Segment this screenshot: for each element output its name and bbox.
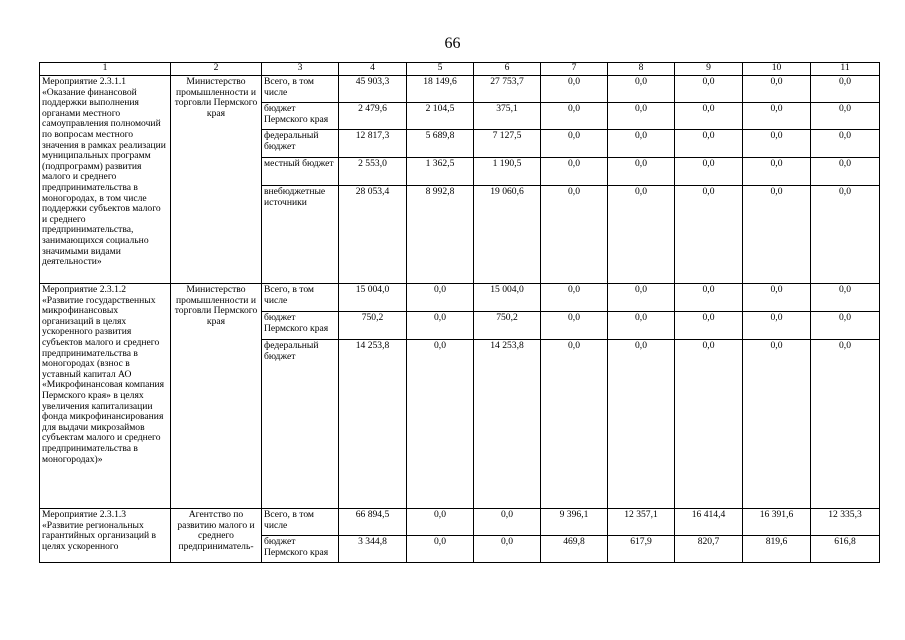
value-cell: 14 253,8 xyxy=(474,340,541,509)
funding-source: Всего, в том числе xyxy=(262,509,339,536)
funding-source: Всего, в том числе xyxy=(262,76,339,103)
column-header: 6 xyxy=(474,63,541,76)
value-cell: 0,0 xyxy=(407,536,474,563)
value-cell: 45 903,3 xyxy=(339,76,407,103)
value-cell: 820,7 xyxy=(675,536,743,563)
funding-source: внебюджетные источники xyxy=(262,186,339,284)
value-cell: 1 362,5 xyxy=(407,158,474,186)
value-cell: 1 190,5 xyxy=(474,158,541,186)
funding-source: бюджет Пермского края xyxy=(262,103,339,130)
value-cell: 0,0 xyxy=(608,312,675,340)
value-cell: 12 817,3 xyxy=(339,130,407,158)
value-cell: 27 753,7 xyxy=(474,76,541,103)
value-cell: 0,0 xyxy=(811,158,880,186)
value-cell: 16 391,6 xyxy=(743,509,811,536)
measure-description: Мероприятие 2.3.1.1 «Оказание финансовой поддержки выполнения органами местного самоуправления полномочий по вопросам местного значения в рамках реализации муниципальных программ (подпрограмм) развития малого и среднего предпринимательства в моногородах, в том числе поддержки субъектов малого и среднего предпринимательства, занимающихся социально значимыми видами деятельности» xyxy=(40,76,171,284)
page-number: 66 xyxy=(444,35,461,52)
value-cell: 0,0 xyxy=(675,130,743,158)
value-cell: 15 004,0 xyxy=(474,284,541,312)
value-cell: 0,0 xyxy=(743,158,811,186)
value-cell: 0,0 xyxy=(608,340,675,509)
value-cell: 0,0 xyxy=(743,76,811,103)
value-cell: 16 414,4 xyxy=(675,509,743,536)
column-header: 11 xyxy=(811,63,880,76)
value-cell: 0,0 xyxy=(608,76,675,103)
value-cell: 0,0 xyxy=(811,186,880,284)
table-row xyxy=(40,509,880,536)
header-row xyxy=(40,63,880,76)
value-cell: 12 335,3 xyxy=(811,509,880,536)
value-cell: 3 344,8 xyxy=(339,536,407,563)
responsible-organization: Министерство промышленности и торговли Пермского края xyxy=(171,76,262,284)
value-cell: 0,0 xyxy=(541,186,608,284)
value-cell: 0,0 xyxy=(608,284,675,312)
value-cell: 9 396,1 xyxy=(541,509,608,536)
column-header: 9 xyxy=(675,63,743,76)
value-cell: 0,0 xyxy=(743,340,811,509)
value-cell: 0,0 xyxy=(743,312,811,340)
value-cell: 0,0 xyxy=(541,312,608,340)
measure-description: Мероприятие 2.3.1.3 «Развитие региональных гарантийных организаций в целях ускоренного xyxy=(40,509,171,563)
value-cell: 617,9 xyxy=(608,536,675,563)
value-cell: 0,0 xyxy=(407,340,474,509)
value-cell: 0,0 xyxy=(675,103,743,130)
funding-source: Всего, в том числе xyxy=(262,284,339,312)
value-cell: 7 127,5 xyxy=(474,130,541,158)
value-cell: 0,0 xyxy=(675,284,743,312)
value-cell: 18 149,6 xyxy=(407,76,474,103)
value-cell: 14 253,8 xyxy=(339,340,407,509)
value-cell: 0,0 xyxy=(474,536,541,563)
value-cell: 0,0 xyxy=(675,340,743,509)
value-cell: 0,0 xyxy=(541,103,608,130)
column-header: 5 xyxy=(407,63,474,76)
value-cell: 66 894,5 xyxy=(339,509,407,536)
funding-source: федеральный бюджет xyxy=(262,340,339,509)
value-cell: 0,0 xyxy=(541,284,608,312)
value-cell: 750,2 xyxy=(339,312,407,340)
column-header: 1 xyxy=(40,63,171,76)
value-cell: 28 053,4 xyxy=(339,186,407,284)
responsible-organization: Агентство по развитию малого и среднего предприниматель- xyxy=(171,509,262,563)
value-cell: 0,0 xyxy=(743,284,811,312)
value-cell: 12 357,1 xyxy=(608,509,675,536)
table-row xyxy=(40,284,880,312)
funding-source: федеральный бюджет xyxy=(262,130,339,158)
value-cell: 0,0 xyxy=(811,312,880,340)
value-cell: 0,0 xyxy=(541,76,608,103)
value-cell: 2 479,6 xyxy=(339,103,407,130)
value-cell: 5 689,8 xyxy=(407,130,474,158)
measure-description: Мероприятие 2.3.1.2 «Развитие государственных микрофинансовых организаций в целях ускоренного развития субъектов малого и среднего предпринимательства в моногородах (взнос в уставный капитал АО «Микрофинансовая компания Пермского края» в целях увеличения капитализации фонда микрофинансирования для выдачи микрозаймов субъектам малого и среднего предпринимательства в моногородах)» xyxy=(40,284,171,509)
value-cell: 19 060,6 xyxy=(474,186,541,284)
value-cell: 0,0 xyxy=(608,130,675,158)
value-cell: 0,0 xyxy=(407,312,474,340)
value-cell: 0,0 xyxy=(675,186,743,284)
value-cell: 0,0 xyxy=(608,158,675,186)
value-cell: 2 104,5 xyxy=(407,103,474,130)
value-cell: 375,1 xyxy=(474,103,541,130)
value-cell: 0,0 xyxy=(541,340,608,509)
value-cell: 0,0 xyxy=(811,340,880,509)
column-header: 4 xyxy=(339,63,407,76)
column-header: 2 xyxy=(171,63,262,76)
funding-source: бюджет Пермского края xyxy=(262,536,339,563)
value-cell: 2 553,0 xyxy=(339,158,407,186)
column-header: 7 xyxy=(541,63,608,76)
funding-source: местный бюджет xyxy=(262,158,339,186)
value-cell: 0,0 xyxy=(541,158,608,186)
value-cell: 0,0 xyxy=(675,312,743,340)
value-cell: 0,0 xyxy=(743,130,811,158)
column-header: 3 xyxy=(262,63,339,76)
value-cell: 8 992,8 xyxy=(407,186,474,284)
value-cell: 0,0 xyxy=(675,76,743,103)
value-cell: 0,0 xyxy=(811,76,880,103)
funding-table xyxy=(39,62,880,563)
value-cell: 0,0 xyxy=(541,130,608,158)
value-cell: 0,0 xyxy=(743,103,811,130)
responsible-organization: Министерство промышленности и торговли Пермского края xyxy=(171,284,262,509)
column-header: 8 xyxy=(608,63,675,76)
value-cell: 0,0 xyxy=(675,158,743,186)
value-cell: 0,0 xyxy=(743,186,811,284)
value-cell: 0,0 xyxy=(811,130,880,158)
value-cell: 750,2 xyxy=(474,312,541,340)
value-cell: 0,0 xyxy=(811,103,880,130)
value-cell: 0,0 xyxy=(474,509,541,536)
value-cell: 0,0 xyxy=(608,103,675,130)
value-cell: 469,8 xyxy=(541,536,608,563)
column-header: 10 xyxy=(743,63,811,76)
value-cell: 0,0 xyxy=(811,284,880,312)
funding-source: бюджет Пермского края xyxy=(262,312,339,340)
value-cell: 15 004,0 xyxy=(339,284,407,312)
value-cell: 0,0 xyxy=(407,284,474,312)
value-cell: 0,0 xyxy=(608,186,675,284)
value-cell: 819,6 xyxy=(743,536,811,563)
table-row xyxy=(40,76,880,103)
value-cell: 0,0 xyxy=(407,509,474,536)
value-cell: 616,8 xyxy=(811,536,880,563)
